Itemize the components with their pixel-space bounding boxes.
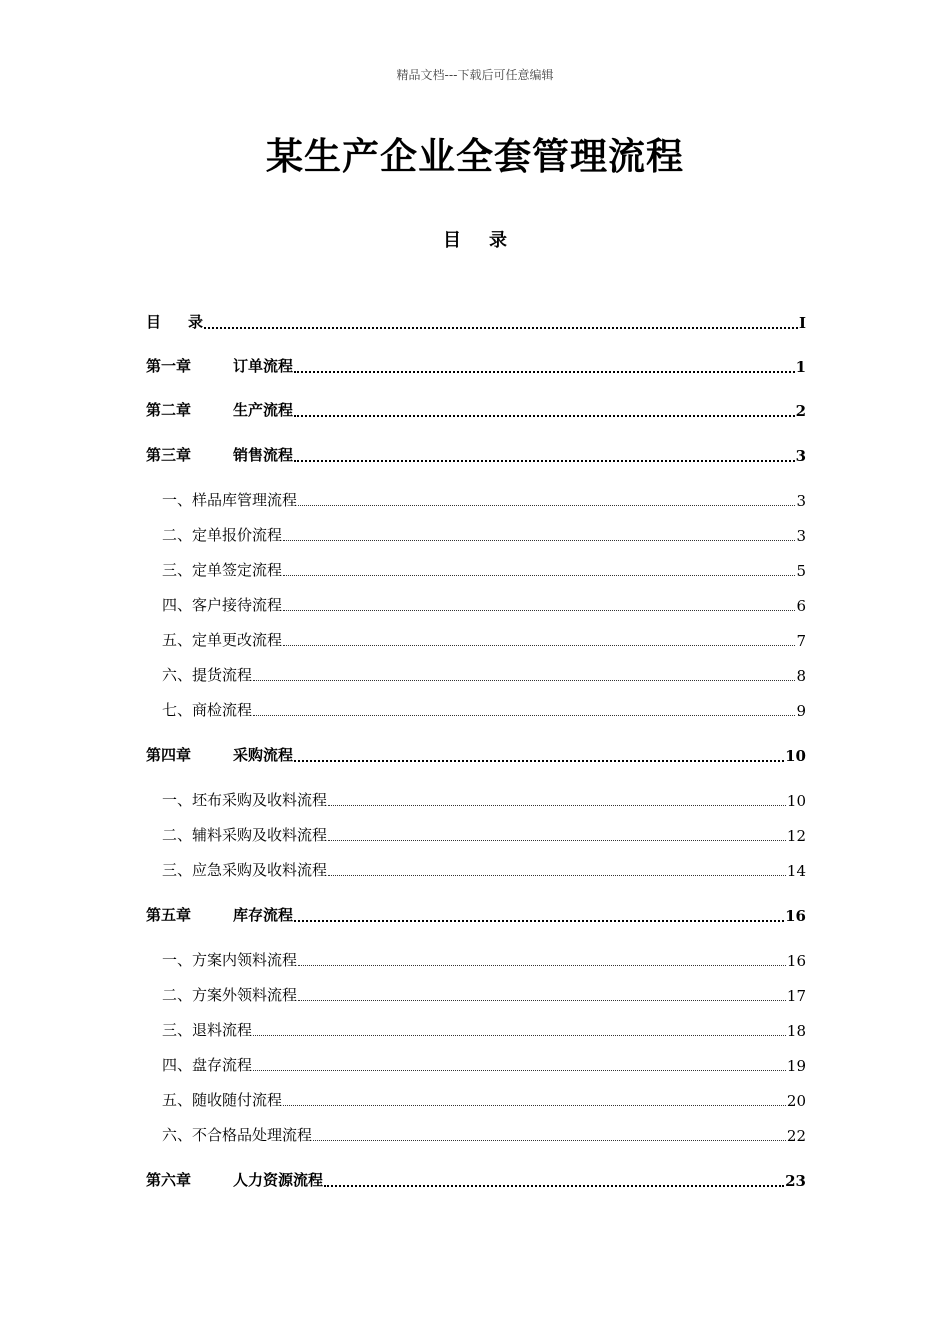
toc-dot-leader [283,596,795,611]
toc-section-entry[interactable] [162,696,806,720]
toc-dot-leader [294,446,795,462]
toc-entry-label: 二、定单报价流程 [162,526,283,544]
toc-page-number: 3 [795,447,806,465]
toc-section-entry[interactable] [162,626,806,650]
toc-chapter-entry[interactable] [146,441,806,465]
toc-section-entry[interactable] [162,1086,806,1110]
toc-heading-char-2: 录 [489,230,507,251]
toc-section-entry[interactable] [162,486,806,510]
toc-dot-leader [283,526,795,541]
toc-entry-label: 六、不合格品处理流程 [162,1126,313,1144]
toc-dot-leader [328,826,786,841]
toc-entry-label: 销售流程 [233,446,294,464]
toc-entry-label: 采购流程 [233,746,294,764]
toc-page-number: 22 [786,1127,806,1145]
toc-entry-label: 四、客户接待流程 [162,596,283,614]
toc-entry-label: 五、定单更改流程 [162,631,283,649]
toc-page-number: 18 [786,1022,806,1040]
toc-dot-leader [328,791,786,806]
toc-dot-leader [294,401,795,417]
toc-heading-char-1: 目 [443,230,461,251]
toc-chapter-number: 第二章 [146,401,192,419]
toc-dot-leader [298,491,795,506]
toc-chapter-entry[interactable] [146,1166,806,1190]
toc-chapter-number: 第四章 [146,746,192,764]
toc-section-entry[interactable] [162,856,806,880]
toc-entry-label: 三、应急采购及收料流程 [162,861,328,879]
toc-dot-leader [283,561,795,576]
toc-dot-leader [294,906,784,922]
toc-section-entry[interactable] [162,821,806,845]
toc-section-entry[interactable] [162,981,806,1005]
toc-section-entry[interactable] [162,661,806,685]
toc-entry-label: 一、坯布采购及收料流程 [162,791,328,809]
toc-page-number: 2 [795,402,806,420]
toc-page-number: 16 [785,907,806,925]
page-header: 精品文档---下载后可任意编辑 [396,68,554,82]
toc-section-entry[interactable] [162,946,806,970]
toc-page-number: 12 [786,827,806,845]
toc-dot-leader [298,986,786,1001]
toc-dot-leader [313,1126,786,1141]
toc-chapter-number: 第六章 [146,1171,192,1189]
toc-dot-leader [298,951,786,966]
toc-page-number: 16 [786,952,806,970]
toc-entry-label: 六、提货流程 [162,666,253,684]
toc-chapter-number: 第五章 [146,906,192,924]
toc-dot-leader [283,631,795,646]
toc-heading [0,226,950,252]
toc-page-number: 20 [786,1092,806,1110]
toc-dot-leader [328,861,786,876]
toc-page-number: 17 [786,987,806,1005]
toc-page-number: 14 [786,862,806,880]
toc-dot-leader [294,357,795,373]
toc-dot-leader [253,701,795,716]
toc-page-number: 3 [796,492,806,510]
toc-section-entry[interactable] [162,556,806,580]
document-title: 某生产企业全套管理流程 [266,134,684,178]
toc-section-entry[interactable] [162,1051,806,1075]
toc-page-number: 9 [796,702,806,720]
toc-dot-leader [294,746,784,762]
toc-entry-label: 人力资源流程 [233,1171,324,1189]
toc-dot-leader [253,1021,786,1036]
toc-page-number: 3 [796,527,806,545]
toc-entry-label: 四、盘存流程 [162,1056,253,1074]
toc-page-number: I [798,314,806,332]
toc-chapter-number: 第三章 [146,446,192,464]
toc-entry-label: 一、方案内领料流程 [162,951,298,969]
toc-entry-label: 生产流程 [233,401,294,419]
toc-page-number: 8 [796,667,806,685]
toc-section-entry[interactable] [162,591,806,615]
toc-dot-leader [204,313,798,329]
toc-chapter-entry[interactable] [146,741,806,765]
toc-entry-label: 五、随收随付流程 [162,1091,283,1109]
toc-section-entry[interactable] [162,521,806,545]
toc-entry-label: 一、样品库管理流程 [162,491,298,509]
toc-section-entry[interactable] [162,1016,806,1040]
toc-entry-label: 三、退料流程 [162,1021,253,1039]
toc-entry-label: 二、方案外领料流程 [162,986,298,1004]
toc-section-entry[interactable] [162,786,806,810]
toc-entry-label: 录 [188,313,204,331]
toc-entry-label: 订单流程 [233,357,294,375]
toc-chapter-number: 目 [146,313,162,331]
toc-entry-label: 三、定单签定流程 [162,561,283,579]
toc-entry-label: 二、辅料采购及收料流程 [162,826,328,844]
toc-chapter-entry[interactable] [146,352,806,376]
toc-entry-label: 库存流程 [233,906,294,924]
toc-page-number: 6 [796,597,806,615]
toc-page-number: 23 [785,1172,806,1190]
toc-page-number: 5 [796,562,806,580]
toc-dot-leader [324,1171,784,1187]
toc-page-number: 10 [785,747,806,765]
toc-chapter-entry[interactable] [146,901,806,925]
toc-chapter-entry[interactable] [146,396,806,420]
toc-entry-label: 七、商检流程 [162,701,253,719]
toc-chapter-entry[interactable] [146,308,806,332]
toc-dot-leader [253,1056,786,1071]
toc-section-entry[interactable] [162,1121,806,1145]
toc-chapter-number: 第一章 [146,357,192,375]
toc-page-number: 19 [786,1057,806,1075]
toc-page-number: 7 [796,632,806,650]
toc-page-number: 1 [795,358,806,376]
toc-page-number: 10 [786,792,806,810]
toc-dot-leader [253,666,795,681]
toc-dot-leader [283,1091,786,1106]
